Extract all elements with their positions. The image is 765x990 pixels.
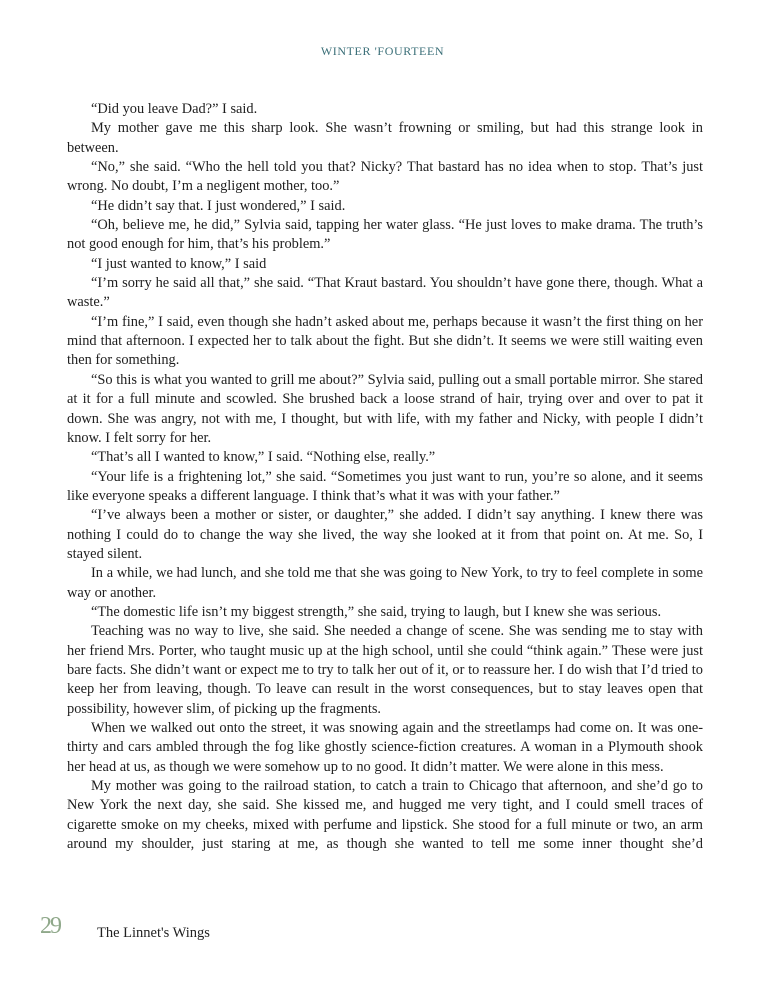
- paragraph: “Did you leave Dad?” I said.: [91, 101, 258, 117]
- paragraph: “I’ve always been a mother or sister, or daughter,” she added. I didn’t say anything. I knew there was nothing I could do to change the way she lived, the way she looked at it from that point on. At me. So, I stayed silent.: [67, 507, 703, 562]
- paragraph: “No,” she said. “Who the hell told you that? Nicky? That bastard has no idea when to stop. That’s just wrong. No doubt, I’m a negligent mother, too.”: [67, 159, 703, 195]
- running-header: WINTER 'FOURTEEN: [320, 44, 445, 58]
- paragraph: In a while, we had lunch, and she told me that she was going to New York, to try to feel complete in some way or another.: [67, 565, 703, 601]
- paragraph: “I’m fine,” I said, even though she hadn’t asked about me, perhaps because it wasn’t the first thing on her mind that afternoon. I expected her to talk about the fight. But she didn’t. It seems we were still waiting even then for something.: [67, 313, 703, 369]
- paragraph: When we walked out onto the street, it was snowing again and the streetlamps had come on. It was one-thirty and cars ambled through the fog like ghostly science-fiction creatures. A woman in a Plymouth shook her head at us, as though we were somehow up to no good. It didn’t matter. We were alone in this mess.: [67, 720, 703, 775]
- paragraph: “I’m sorry he said all that,” she said. “That Kraut bastard. You shouldn’t have gone there, though. What a waste.”: [67, 275, 703, 311]
- story-body: [67, 100, 703, 854]
- paragraph: My mother gave me this sharp look. She wasn’t frowning or smiling, but had this strange look in between.: [67, 120, 703, 156]
- paragraph: “Oh, believe me, he did,” Sylvia said, tapping her water glass. “He just loves to make drama. The truth’s not good enough for him, that’s his problem.”: [67, 217, 703, 253]
- paragraph: “That’s all I wanted to know,” I said. “Nothing else, really.”: [91, 449, 436, 466]
- paragraph: My mother was going to the railroad station, to catch a train to Chicago that afternoon, and she’d go to New York the next day, she said. She kissed me, and hugged me very tight, and I could smell traces of cigarette smoke on my cheeks, mixed with perfume and lipstick. She stood for a full minute or two, an arm around my shoulder, just staring at me, as though she wanted to tell me some inner thought she’d: [67, 778, 703, 853]
- paragraph: “Your life is a frightening lot,” she said. “Sometimes you just want to run, you’re so alone, and it seems like everyone speaks a different language. I think that’s what it was with your father.”: [67, 468, 703, 504]
- paragraph: “I just wanted to know,” I said: [91, 255, 267, 272]
- paragraph: “He didn’t say that. I just wondered,” I said.: [91, 197, 346, 214]
- magazine-title: The Linnet's Wings: [97, 925, 210, 941]
- paragraph: Teaching was no way to live, she said. She needed a change of scene. She was sending me to stay with her friend Mrs. Porter, who taught music up at the high school, until she could “think again.” These were just bare facts. She didn’t want or expect me to try to talk her out of it, or to reassure her. I do wish that I’d tried to keep her from leaving, though. To leave can result in the worst consequences, but to stay leaves open that possibility, however slim, of picking up the fragments.: [67, 623, 703, 717]
- page-number: 29: [40, 913, 60, 939]
- paragraph: “So this is what you wanted to grill me about?” Sylvia said, pulling out a small portable mirror. She stared at it for a full minute and scowled. She brushed back a loose strand of hair, trying over and over to pat it down. She was angry, not with me, I thought, but with life, with my father and Nicky, with people I didn’t know. I felt sorry for her.: [67, 371, 703, 446]
- paragraph: “The domestic life isn’t my biggest strength,” she said, trying to laugh, but I knew she was serious.: [91, 603, 662, 620]
